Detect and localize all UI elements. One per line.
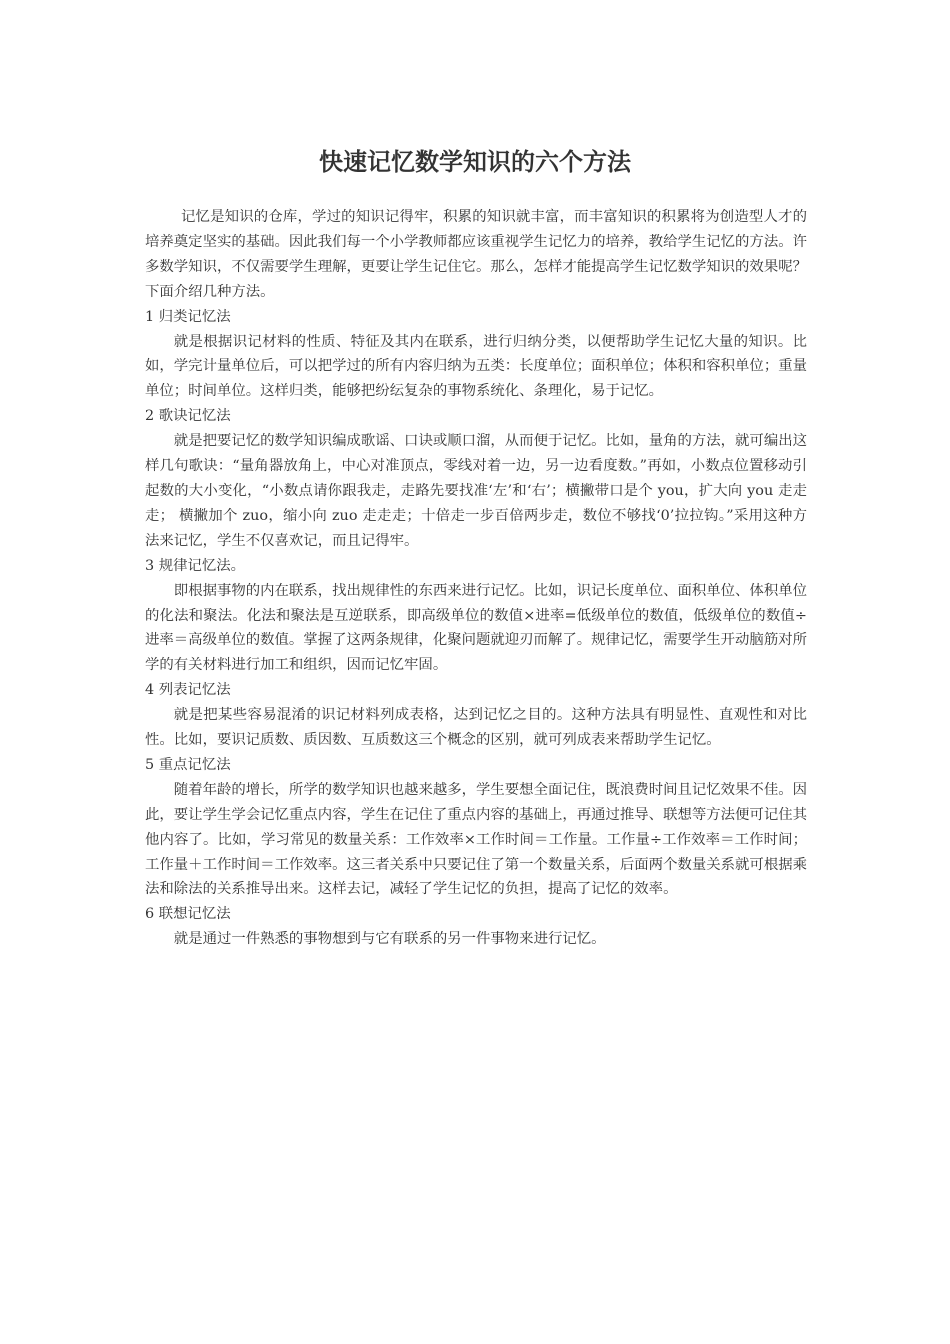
section-text-3: 即根据事物的内在联系，找出规律性的东西来进行记忆。比如，识记长度单位、面积单位、体积单位的化法和聚法。化法和聚法是互逆联系，即高级单位的数值×进率=低级单位的数值，低级单位的数值÷进率＝高级单位的数值。掌握了这两条规律，化聚问题就迎刃而解了。规律记忆，需要学生开动脑筋对所学的有关材料进行加工和组织，因而记忆牢固。 [145, 582, 807, 674]
section-text-5: 随着年龄的增长，所学的数学知识也越来越多，学生要想全面记住，既浪费时间且记忆效果不佳。因此，要让学生学会记忆重点内容，学生在记住了重点内容的基础上，再通过推导、联想等方法便可记住其他内容了。比如，学习常见的数量关系：工作效率×工作时间＝工作量。工作量÷工作效率＝工作时间；工作量＋工作时间＝工作效率。这三者关系中只要记住了第一个数量关系，后面两个数量关系就可根据乘法和除法的关系推导出来。这样去记，减轻了学生记忆的负担，提高了记忆的效率。 [145, 781, 807, 898]
intro-paragraph: 记忆是知识的仓库，学过的知识记得牢，积累的知识就丰富，而丰富知识的积累将为创造型人才的培养奠定坚实的基础。因此我们每一个小学教师都应该重视学生记忆力的培养，教给学生记忆的方法。许多数学知识，不仅需要学生理解，更要让学生记住它。那么，怎样才能提高学生记忆数学知识的效果呢？下面介绍几种方法。 [145, 209, 807, 300]
section-heading-1: 1 归类记忆法 [145, 308, 231, 325]
section-heading-5: 5 重点记忆法 [145, 756, 231, 773]
section-heading-6: 6 联想记忆法 [145, 906, 231, 923]
section-heading-4: 4 列表记忆法 [145, 682, 231, 699]
section-text-1: 就是根据识记材料的性质、特征及其内在联系，进行归纳分类，以便帮助学生记忆大量的知识。比如，学完计量单位后，可以把学过的所有内容归纳为五类：长度单位；面积单位；体积和容积单位；重量单位；时间单位。这样归类，能够把纷纭复杂的事物系统化、条理化，易于记忆。 [145, 333, 807, 400]
section-heading-2: 2 歌诀记忆法 [145, 408, 231, 425]
section-text-6: 就是通过一件熟悉的事物想到与它有联系的另一件事物来进行记忆。 [173, 931, 606, 948]
section-heading-3: 3 规律记忆法。 [145, 557, 246, 574]
section-text-4: 就是把某些容易混淆的识记材料列成表格，达到记忆之目的。这种方法具有明显性、直观性和对比性。比如，要识记质数、质因数、互质数这三个概念的区别，就可列成表来帮助学生记忆。 [145, 707, 807, 749]
document-body [145, 205, 807, 952]
document-title: 快速记忆数学知识的六个方法 [319, 147, 631, 176]
section-text-2: 就是把要记忆的数学知识编成歌谣、口诀或顺口溜，从而便于记忆。比如，量角的方法，就可编出这样几句歌诀：“量角器放角上，中心对准顶点，零线对着一边，另一边看度数。”再如，小数点位置移动引起数的大小变化，“小数点请你跟我走，走路先要找准‘左’和‘右’；横撇带口是个 you，扩大向 you 走走走； 横撇加个 zuo，缩小向 zuo 走走走；十倍走一步百倍两步走，数位不够找‘0’拉拉钩。”采用这种方法来记忆，学生不仅喜欢记，而且记得牢。 [145, 433, 807, 549]
